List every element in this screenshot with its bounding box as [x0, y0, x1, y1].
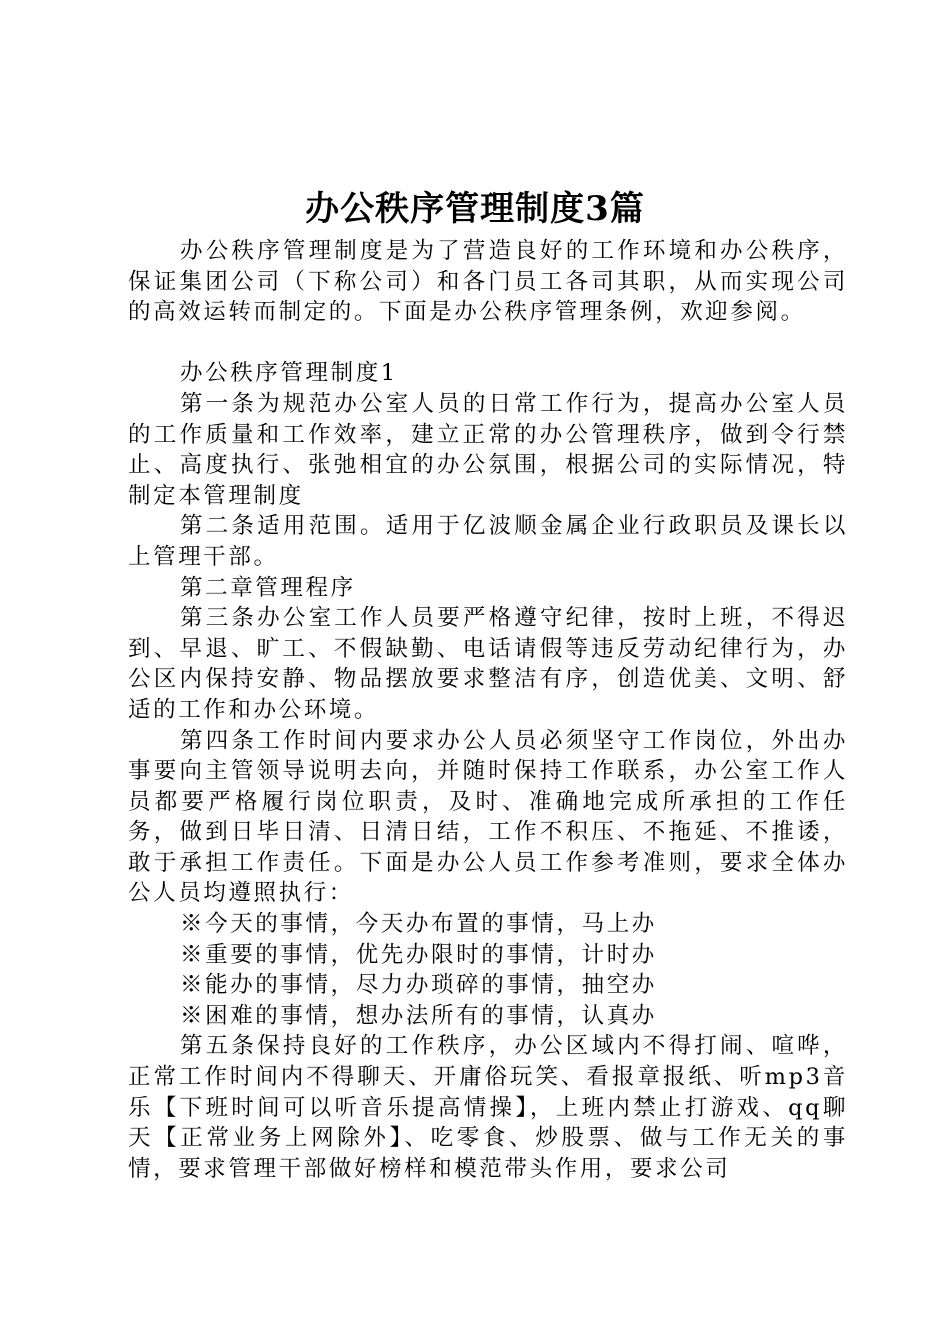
article-1: 第一条为规范办公室人员的日常工作行为，提高办公室人员的工作质量和工作效率，建立正常的办公管理秩序，做到令行禁止、高度执行、张弛相宜的办公氛围，根据公司的实际情况，特制定本管理制度: [128, 390, 848, 509]
document-body: [128, 236, 848, 1184]
guideline-item: ※能办的事情，尽力办琐碎的事情，抽空办: [180, 972, 657, 999]
intro-paragraph: 办公秩序管理制度是为了营造良好的工作环境和办公秩序，保证集团公司（下称公司）和各门员工各司其职，从而实现公司的高效运转而制定的。下面是办公秩序管理条例，欢迎参阅。: [128, 238, 848, 326]
document-title: 办公秩序管理制度3篇: [305, 189, 645, 229]
article-2: 第二条适用范围。适用于亿波顺金属企业行政职员及课长以上管理干部。: [128, 513, 848, 570]
article-3: 第三条办公室工作人员要严格遵守纪律，按时上班，不得迟到、早退、旷工、不假缺勤、电话请假等违反劳动纪律行为，办公区内保持安静、物品摆放要求整洁有序，创造优美、文明、舒适的工作和办公环境。: [128, 605, 848, 723]
paragraph-spacer: [128, 328, 848, 359]
section-heading: 办公秩序管理制度1: [180, 360, 398, 387]
guideline-item: ※今天的事情，今天办布置的事情，马上办: [180, 911, 657, 938]
guideline-item: ※困难的事情，想办法所有的事情，认真办: [180, 1002, 657, 1029]
article-5: 第五条保持良好的工作秩序，办公区域内不得打闹、喧哗，正常工作时间内不得聊天、开庸俗玩笑、看报章报纸、听mp3音乐【下班时间可以听音乐提高情操】，上班内禁止打游戏、qq聊天【正常业务上网除外】、吃零食、炒股票、做与工作无关的事情，要求管理干部做好榜样和模范带头作用，要求公司: [128, 1033, 848, 1182]
article-4: 第四条工作时间内要求办公人员必须坚守工作岗位，外出办事要向主管领导说明去向，并随时保持工作联系，办公室工作人员都要严格履行岗位职责，及时、准确地完成所承担的工作任务，做到日毕日清、日清日结，工作不积压、不拖延、不推诿，敢于承担工作责任。下面是办公人员工作参考准则，要求全体办公人员均遵照执行：: [128, 727, 848, 907]
chapter-heading: 第二章管理程序: [180, 574, 356, 601]
guideline-item: ※重要的事情，优先办限时的事情，计时办: [180, 941, 657, 968]
